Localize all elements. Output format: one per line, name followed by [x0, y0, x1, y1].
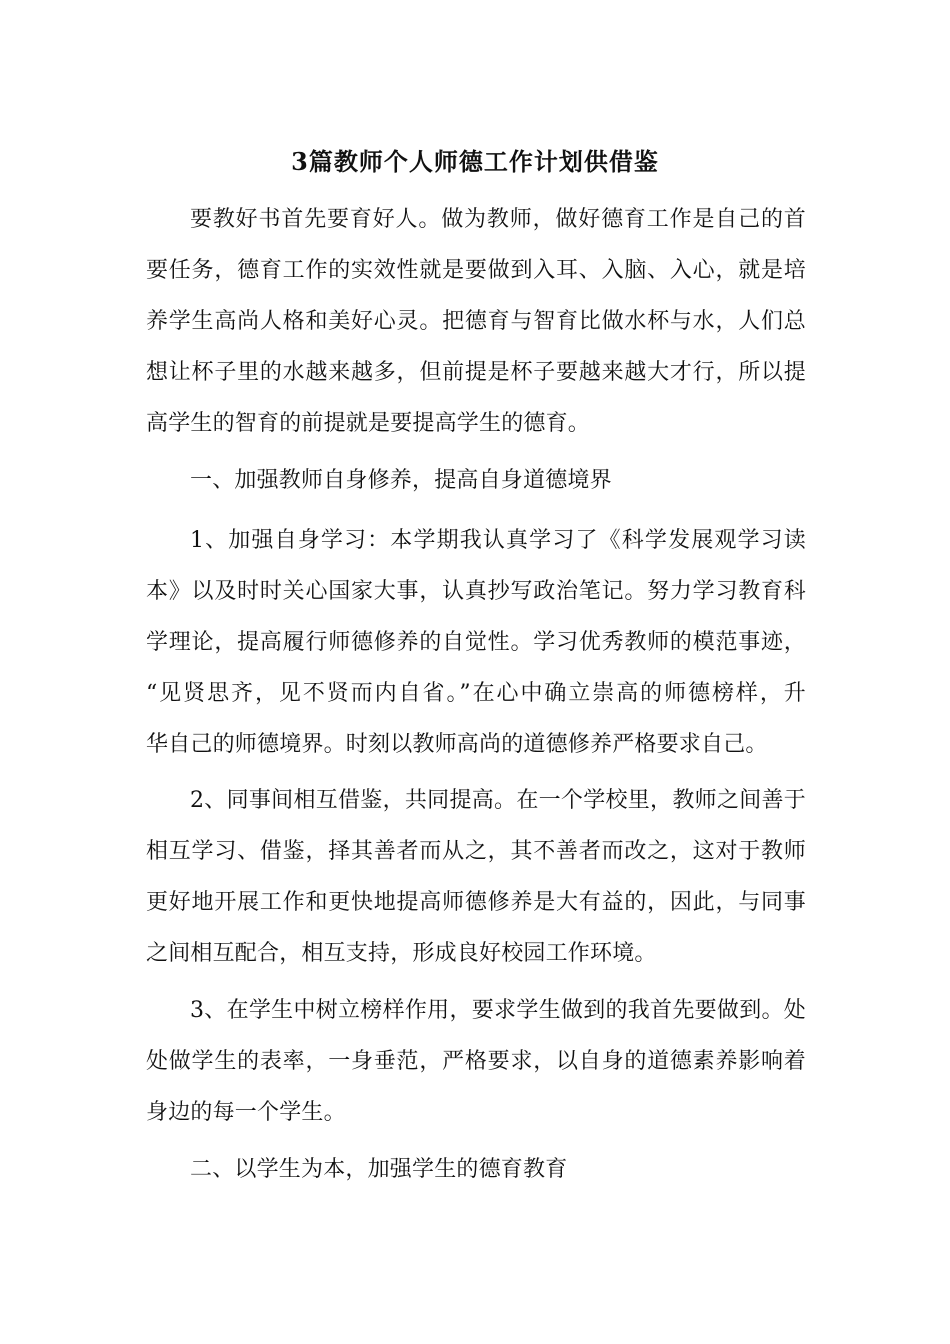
- paragraph-line: 高学生的智育的前提就是要提高学生的德育。: [146, 411, 591, 436]
- paragraph-line: 要教好书首先要育好人。做为教师，做好德育工作是自己的首: [190, 207, 806, 232]
- paragraph-line: 之间相互配合，相互支持，形成良好校园工作环境。: [146, 941, 657, 966]
- paragraph-line: 本》以及时时关心国家大事，认真抄写政治笔记。努力学习教育科: [146, 579, 806, 604]
- paragraph-line: 华自己的师德境界。时刻以教师高尚的道德修养严格要求自己。: [146, 732, 768, 757]
- paragraph-line: 养学生高尚人格和美好心灵。把德育与智育比做水杯与水，人们总: [146, 309, 806, 334]
- paragraph-line: 1、加强自身学习：本学期我认真学习了《科学发展观学习读: [190, 528, 806, 553]
- paragraph-line: 学理论，提高履行师德修养的自觉性。学习优秀教师的模范事迹，: [146, 630, 806, 655]
- paragraph-line: “见贤思齐，见不贤而内自省。”在心中确立崇高的师德榜样，升: [146, 681, 806, 706]
- section-heading: 二、以学生为本，加强学生的德育教育: [190, 1157, 568, 1182]
- section-heading: 一、加强教师自身修养，提高自身道德境界: [190, 468, 612, 493]
- paragraph-line: 3、在学生中树立榜样作用，要求学生做到的我首先要做到。处: [190, 998, 806, 1023]
- document-title: 3篇教师个人师德工作计划供借鉴: [291, 147, 659, 176]
- paragraph-line: 更好地开展工作和更快地提高师德修养是大有益的，因此，与同事: [146, 890, 806, 915]
- paragraph-line: 相互学习、借鉴，择其善者而从之，其不善者而改之，这对于教师: [146, 839, 806, 864]
- paragraph-line: 要任务，德育工作的实效性就是要做到入耳、入脑、入心，就是培: [146, 258, 806, 283]
- paragraph-line: 想让杯子里的水越来越多，但前提是杯子要越来越大才行，所以提: [146, 360, 806, 385]
- paragraph-line: 处做学生的表率，一身垂范，严格要求，以自身的道德素养影响着: [146, 1049, 806, 1074]
- paragraph-line: 2、同事间相互借鉴，共同提高。在一个学校里，教师之间善于: [190, 788, 806, 813]
- paragraph-line: 身边的每一个学生。: [146, 1100, 346, 1125]
